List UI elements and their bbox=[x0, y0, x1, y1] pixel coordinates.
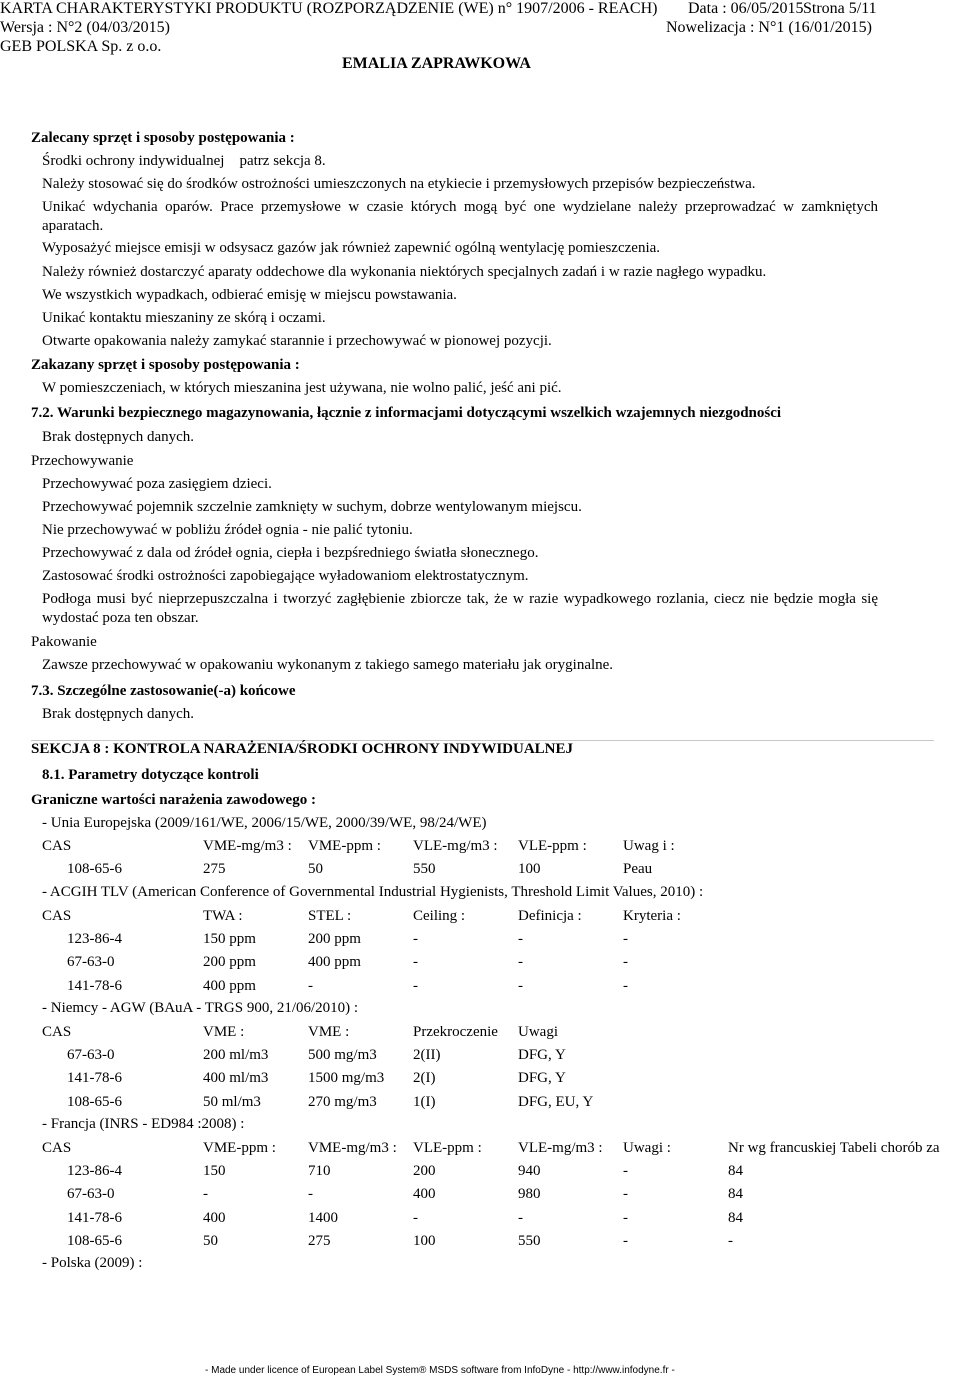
text-line: Przechowywać pojemnik szczelnie zamknięty w suchym, dobrze wentylowanym miejscu. bbox=[42, 499, 582, 515]
table-cell: 150 bbox=[203, 1163, 226, 1179]
document-version: Wersja : N°2 (04/03/2015) bbox=[0, 19, 170, 36]
table-header-cell: VLE-ppm : bbox=[413, 1140, 482, 1156]
table-header-cell: Uwagi bbox=[518, 1024, 558, 1040]
text-paragraph: Podłoga musi być nieprzepuszczalna i tworzyć zagłębienie zbiorcze tak, że w razie wypadkowego rozlania, ciecz nie będzie mogła się wydostać poza ten obszar. bbox=[42, 591, 878, 626]
text-line: Zawsze przechowywać w opakowaniu wykonanym z takiego samego materiału jak oryginalne. bbox=[42, 657, 614, 673]
table-header-cell: CAS bbox=[42, 1140, 72, 1156]
table-header-cell: Ceiling : bbox=[413, 908, 466, 924]
table-cell: 200 ml/m3 bbox=[203, 1047, 269, 1063]
table-header-cell: VME-ppm : bbox=[203, 1140, 276, 1156]
section-8-1-heading: 8.1. Parametry dotyczące kontroli bbox=[42, 767, 259, 783]
limits-heading: Graniczne wartości narażenia zawodowego : bbox=[31, 792, 316, 808]
table-cell: 67-63-0 bbox=[67, 1047, 115, 1063]
germany-limits-title: - Niemcy - AGW (BAuA - TRGS 900, 21/06/2010) : bbox=[42, 1000, 359, 1016]
table-cell: - bbox=[308, 978, 313, 994]
table-cell: 67-63-0 bbox=[67, 954, 115, 970]
table-cell: 400 ppm bbox=[203, 978, 256, 994]
table-cell: 400 ml/m3 bbox=[203, 1070, 269, 1086]
text-line: Otwarte opakowania należy zamykać starannie i przechowywać w pionowej pozycji. bbox=[42, 333, 552, 349]
table-cell: 50 ml/m3 bbox=[203, 1094, 261, 1110]
table-cell: 50 bbox=[308, 861, 323, 877]
table-header-cell: VME-ppm : bbox=[308, 838, 381, 854]
table-header-cell: Kryteria : bbox=[623, 908, 681, 924]
table-cell: - bbox=[413, 954, 418, 970]
table-cell: 123-86-4 bbox=[67, 931, 122, 947]
table-cell: - bbox=[413, 1210, 418, 1226]
table-cell: 123-86-4 bbox=[67, 1163, 122, 1179]
table-cell: 108-65-6 bbox=[67, 1233, 122, 1249]
table-cell: 1(I) bbox=[413, 1094, 436, 1110]
forbidden-heading: Zakazany sprzęt i sposoby postępowania : bbox=[31, 357, 300, 373]
table-header-cell: Uwagi : bbox=[623, 1140, 671, 1156]
table-cell: - bbox=[623, 978, 628, 994]
table-cell: 940 bbox=[518, 1163, 541, 1179]
text-line: Środki ochrony indywidualnej patrz sekcja 8. bbox=[42, 153, 326, 169]
eu-limits-title: - Unia Europejska (2009/161/WE, 2006/15/WE, 2000/39/WE, 98/24/WE) bbox=[42, 815, 487, 831]
table-cell: 200 bbox=[413, 1163, 436, 1179]
table-cell: 980 bbox=[518, 1186, 541, 1202]
table-cell: - bbox=[203, 1186, 208, 1202]
table-cell: - bbox=[623, 1186, 628, 1202]
table-cell: - bbox=[623, 1163, 628, 1179]
table-cell: - bbox=[623, 1233, 628, 1249]
table-cell: 1400 bbox=[308, 1210, 338, 1226]
table-cell: 84 bbox=[728, 1186, 743, 1202]
table-header-cell: TWA : bbox=[203, 908, 243, 924]
table-header-cell: VLE-mg/m3 : bbox=[413, 838, 498, 854]
text-line: Unikać kontaktu mieszaniny ze skórą i oczami. bbox=[42, 310, 326, 326]
text-line: Przechowywać z dala od źródeł ognia, ciepła i bezpśredniego światła słonecznego. bbox=[42, 545, 539, 561]
text-line: Zastosować środki ostrożności zapobiegające wyładowaniom elektrostatycznym. bbox=[42, 568, 529, 584]
france-limits-title: - Francja (INRS - ED984 :2008) : bbox=[42, 1116, 245, 1132]
table-cell: DFG, Y bbox=[518, 1070, 566, 1086]
table-cell: 84 bbox=[728, 1210, 743, 1226]
table-cell: 200 ppm bbox=[203, 954, 256, 970]
table-cell: 100 bbox=[413, 1233, 436, 1249]
table-cell: 550 bbox=[413, 861, 436, 877]
table-header-cell: CAS bbox=[42, 838, 72, 854]
text-line: Brak dostępnych danych. bbox=[42, 706, 195, 722]
text-line: Należy stosować się do środków ostrożności umieszczonych na etykiecie i przemysłowych przepisów bezpieczeństwa. bbox=[42, 176, 756, 192]
text-line: W pomieszczeniach, w których mieszanina jest używana, nie wolno palić, jeść ani pić. bbox=[42, 380, 562, 396]
table-cell: 270 mg/m3 bbox=[308, 1094, 377, 1110]
page-footer: - Made under licence of European Label System® MSDS software from InfoDyne - http://www.infodyne.fr - bbox=[205, 1365, 675, 1376]
text-line: Brak dostępnych danych. bbox=[42, 429, 195, 445]
table-cell: 100 bbox=[518, 861, 541, 877]
table-cell: 550 bbox=[518, 1233, 541, 1249]
company-name: GEB POLSKA Sp. z o.o. bbox=[0, 38, 162, 55]
table-cell: 141-78-6 bbox=[67, 1210, 122, 1226]
storage-heading: Przechowywanie bbox=[31, 453, 134, 469]
table-header-cell: Nr wg francuskiej Tabeli chorób za bbox=[728, 1140, 940, 1156]
table-header-cell: VME : bbox=[308, 1024, 350, 1040]
table-cell: 2(I) bbox=[413, 1070, 436, 1086]
table-cell: 108-65-6 bbox=[67, 1094, 122, 1110]
table-cell: 400 bbox=[203, 1210, 226, 1226]
text-line: Należy również dostarczyć aparaty oddechowe dla wykonania niektórych specjalnych zadań i w razie nagłego wypadku. bbox=[42, 264, 767, 280]
section-7-2-heading: 7.2. Warunki bezpiecznego magazynowania, łącznie z informacjami dotyczącymi wszelkich wzajemnych niezgodności bbox=[31, 405, 782, 421]
section-8-heading: SEKCJA 8 : KONTROLA NARAŻENIA/ŚRODKI OCHRONY INDYWIDUALNEJ bbox=[31, 741, 574, 757]
table-cell: - bbox=[623, 1210, 628, 1226]
table-cell: 108-65-6 bbox=[67, 861, 122, 877]
table-header-cell: Definicja : bbox=[518, 908, 582, 924]
packaging-heading: Pakowanie bbox=[31, 634, 97, 650]
text-paragraph: Unikać wdychania oparów. Prace przemysłowe w czasie których mogą być one wydzielane należy przeprowadzać w zamkniętych aparatach. bbox=[42, 199, 878, 234]
table-cell: - bbox=[623, 954, 628, 970]
table-cell: 1500 mg/m3 bbox=[308, 1070, 385, 1086]
table-cell: - bbox=[518, 978, 523, 994]
text-line: Nie przechowywać w pobliżu źródeł ognia - nie palić tytoniu. bbox=[42, 522, 413, 538]
document-revision: Nowelizacja : N°1 (16/01/2015) bbox=[666, 19, 872, 36]
table-cell: - bbox=[308, 1186, 313, 1202]
table-cell: 710 bbox=[308, 1163, 331, 1179]
table-cell: 275 bbox=[203, 861, 226, 877]
table-header-cell: CAS bbox=[42, 908, 72, 924]
text-line: Przechowywać poza zasięgiem dzieci. bbox=[42, 476, 272, 492]
table-header-cell: VME : bbox=[203, 1024, 245, 1040]
table-cell: - bbox=[413, 978, 418, 994]
table-cell: 400 ppm bbox=[308, 954, 361, 970]
recommended-heading: Zalecany sprzęt i sposoby postępowania : bbox=[31, 130, 295, 146]
table-cell: - bbox=[518, 931, 523, 947]
product-name: EMALIA ZAPRAWKOWA bbox=[342, 55, 531, 72]
table-header-cell: VME-mg/m3 : bbox=[203, 838, 292, 854]
table-cell: - bbox=[518, 1210, 523, 1226]
table-cell: - bbox=[728, 1233, 733, 1249]
poland-limits-title: - Polska (2009) : bbox=[42, 1255, 143, 1271]
text-line: We wszystkich wypadkach, odbierać emisję w miejscu powstawania. bbox=[42, 287, 457, 303]
table-cell: DFG, Y bbox=[518, 1047, 566, 1063]
table-cell: 275 bbox=[308, 1233, 331, 1249]
table-header-cell: VME-mg/m3 : bbox=[308, 1140, 397, 1156]
page-number: Strona 5/11 bbox=[803, 0, 877, 17]
table-cell: 50 bbox=[203, 1233, 218, 1249]
table-cell: 141-78-6 bbox=[67, 1070, 122, 1086]
acgih-limits-title: - ACGIH TLV (American Conference of Governmental Industrial Hygienists, Threshold Limit Values, 2010) : bbox=[42, 884, 704, 900]
table-cell: 67-63-0 bbox=[67, 1186, 115, 1202]
table-cell: 200 ppm bbox=[308, 931, 361, 947]
table-header-cell: Przekroczenie bbox=[413, 1024, 498, 1040]
table-header-cell: CAS bbox=[42, 1024, 72, 1040]
table-header-cell: VLE-ppm : bbox=[518, 838, 587, 854]
table-cell: Peau bbox=[623, 861, 653, 877]
table-header-cell: VLE-mg/m3 : bbox=[518, 1140, 603, 1156]
table-cell: 2(II) bbox=[413, 1047, 441, 1063]
table-header-cell: Uwag i : bbox=[623, 838, 675, 854]
table-cell: 400 bbox=[413, 1186, 436, 1202]
table-cell: 84 bbox=[728, 1163, 743, 1179]
document-title: KARTA CHARAKTERYSTYKI PRODUKTU (ROZPORZĄDZENIE (WE) n° 1907/2006 - REACH) bbox=[0, 0, 658, 17]
table-cell: 150 ppm bbox=[203, 931, 256, 947]
table-cell: - bbox=[623, 931, 628, 947]
section-7-3-heading: 7.3. Szczególne zastosowanie(-a) końcowe bbox=[31, 683, 296, 699]
table-cell: 141-78-6 bbox=[67, 978, 122, 994]
text-line: Wyposażyć miejsce emisji w odsysacz gazów jak również zapewnić ogólną wentylację pomieszczenia. bbox=[42, 240, 661, 256]
table-cell: 500 mg/m3 bbox=[308, 1047, 377, 1063]
document-date: Data : 06/05/2015 bbox=[688, 0, 804, 17]
table-header-cell: STEL : bbox=[308, 908, 352, 924]
table-cell: DFG, EU, Y bbox=[518, 1094, 594, 1110]
table-cell: - bbox=[518, 954, 523, 970]
table-cell: - bbox=[413, 931, 418, 947]
